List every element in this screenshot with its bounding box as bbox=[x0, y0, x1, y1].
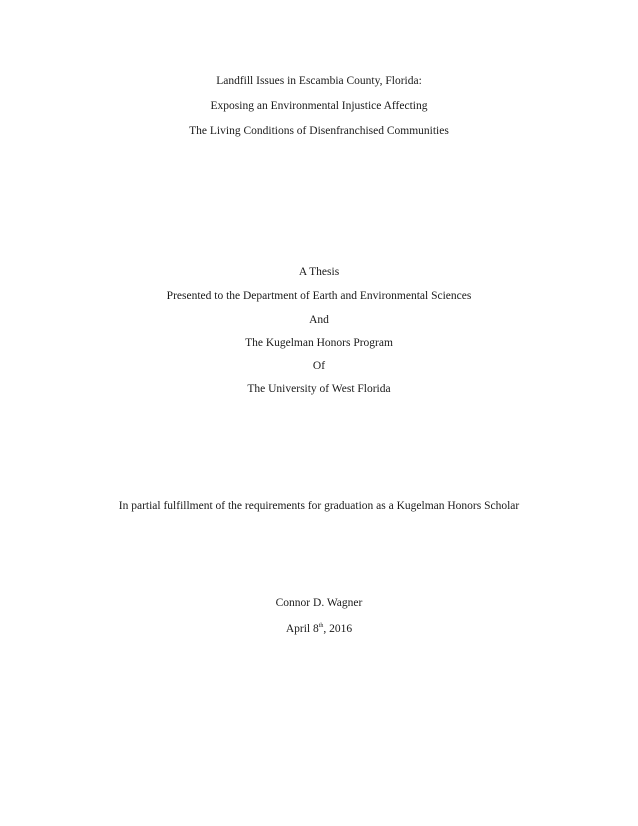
date-prefix: April 8 bbox=[285, 623, 319, 635]
presentation-line-3: And bbox=[309, 314, 329, 326]
date-rest: , 2016 bbox=[323, 623, 353, 635]
author-name: Connor D. Wagner bbox=[275, 597, 363, 609]
title-line-2: Exposing an Environmental Injustice Affecting bbox=[210, 100, 428, 112]
presentation-line-6: The University of West Florida bbox=[247, 383, 391, 395]
presentation-line-2: Presented to the Department of Earth and Environmental Sciences bbox=[166, 290, 472, 302]
presentation-line-5: Of bbox=[312, 360, 326, 372]
title-line-3: The Living Conditions of Disenfranchised Communities bbox=[189, 125, 449, 137]
presentation-line-1: A Thesis bbox=[298, 266, 340, 278]
submission-date bbox=[0, 622, 638, 636]
fulfillment-statement: In partial fulfillment of the requirements for graduation as a Kugelman Honors Scholar bbox=[118, 500, 520, 512]
title-line-1: Landfill Issues in Escambia County, Florida: bbox=[216, 75, 422, 87]
date-ordinal: th bbox=[318, 623, 324, 630]
presentation-line-4: The Kugelman Honors Program bbox=[245, 337, 393, 349]
